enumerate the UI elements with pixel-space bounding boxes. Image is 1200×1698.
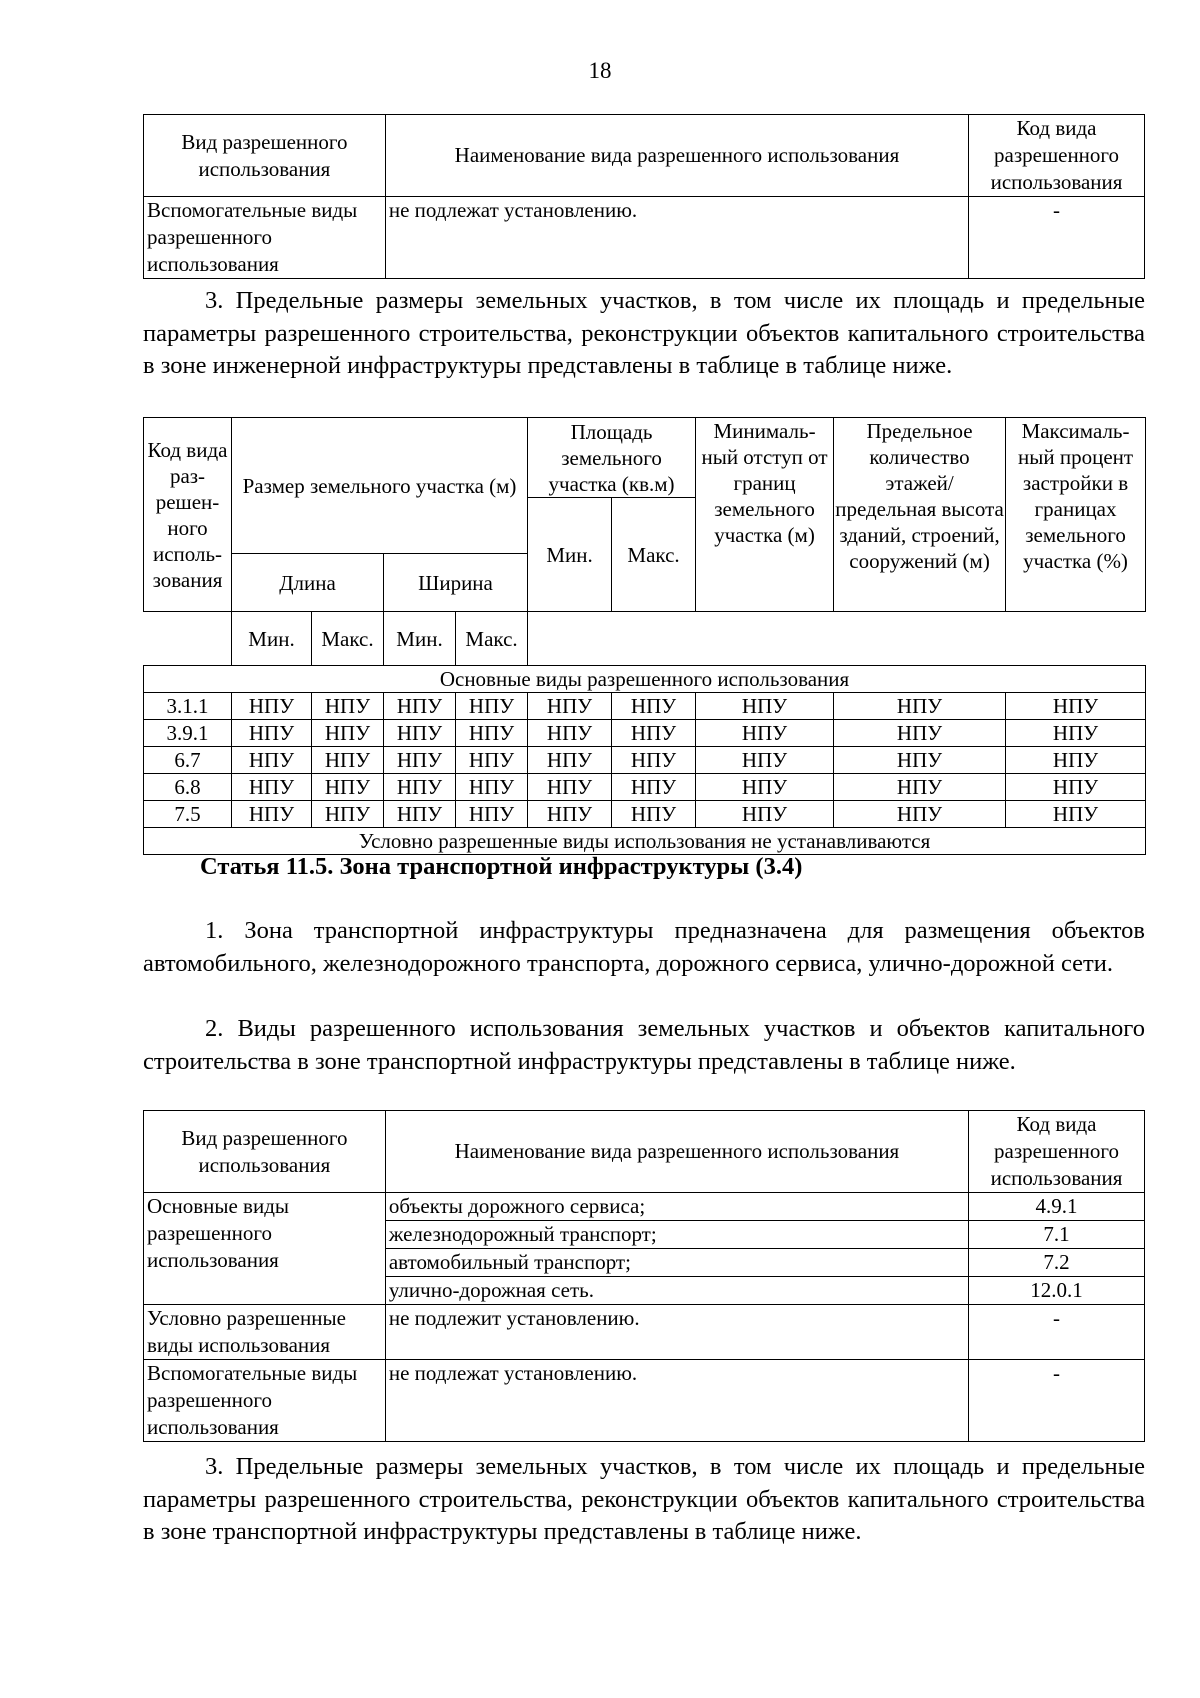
cell-length-max: НПУ xyxy=(312,801,384,828)
table-row xyxy=(144,774,1146,801)
paragraph-use-types: 2. Виды разрешенного использования земельных участков и объектов капитального строительства в зоне транспортной инфраструктуры представлены в таблице ниже. xyxy=(143,1015,1145,1075)
use-code-cell: - xyxy=(969,197,1145,279)
cell-area-max: НПУ xyxy=(612,801,696,828)
permitted-use-table-transport xyxy=(143,1110,1145,1442)
cell-area-max: НПУ xyxy=(612,774,696,801)
header-length-min: Мин. xyxy=(232,612,312,666)
cell-area-max: НПУ xyxy=(612,747,696,774)
limits-table-engineering xyxy=(143,417,1146,855)
use-name-cell: объекты дорожного сервиса; xyxy=(385,1193,968,1221)
use-type-cell: Вспомогательные виды разрешенного использования xyxy=(144,197,386,279)
cell-area-min: НПУ xyxy=(528,693,612,720)
table-row xyxy=(144,801,1146,828)
use-name-cell: не подлежат установлению. xyxy=(385,1360,968,1442)
table-header-row xyxy=(144,115,1145,197)
cell-area-min: НПУ xyxy=(528,801,612,828)
cell-length-min: НПУ xyxy=(232,801,312,828)
cell-area-min: НПУ xyxy=(528,774,612,801)
cell-width-max: НПУ xyxy=(456,747,528,774)
cell-length-max: НПУ xyxy=(312,747,384,774)
row-code: 7.5 xyxy=(144,801,232,828)
cell-percent: НПУ xyxy=(1006,801,1146,828)
header-width-max: Макс. xyxy=(456,612,528,666)
section-main-label: Основные виды разрешенного использования xyxy=(144,666,1146,693)
header-floors: Предельное количество этажей/ предельная высота зданий, строений, сооружений (м) xyxy=(834,418,1006,612)
cell-indent: НПУ xyxy=(696,693,834,720)
cell-area-max: НПУ xyxy=(612,720,696,747)
cell-indent: НПУ xyxy=(696,747,834,774)
conditional-footer: Условно разрешенные виды использования не устанавливаются xyxy=(144,828,1146,855)
paragraph-zone-purpose: 1. Зона транспортной инфраструктуры предназначена для размещения объектов автомобильного, железнодорожного транспорта, дорожного сервиса, улично-дорожной сети. xyxy=(143,917,1145,977)
use-code-cell: - xyxy=(969,1305,1145,1360)
cell-percent: НПУ xyxy=(1006,693,1146,720)
paragraph-limits-transport: 3. Предельные размеры земельных участков, в том числе их площадь и предельные параметры разрешенного строительства, реконструкции объектов капитального строительства в зоне транспортной инфраструктуры представлены в таблице ниже. xyxy=(143,1453,1145,1545)
row-code: 6.8 xyxy=(144,774,232,801)
aux-use-type-cell: Вспомогательные виды разрешенного использования xyxy=(144,1360,386,1442)
main-use-type-cell: Основные виды разрешенного использования xyxy=(144,1193,386,1305)
cell-percent: НПУ xyxy=(1006,720,1146,747)
table-row xyxy=(144,720,1146,747)
cell-length-min: НПУ xyxy=(232,693,312,720)
cell-length-min: НПУ xyxy=(232,774,312,801)
table-row xyxy=(144,1305,1145,1360)
cell-percent: НПУ xyxy=(1006,774,1146,801)
conditional-use-type-cell: Условно разрешенные виды использования xyxy=(144,1305,386,1360)
table-row xyxy=(144,747,1146,774)
header-length-max: Макс. xyxy=(312,612,384,666)
cell-floors: НПУ xyxy=(834,801,1006,828)
header-percent: Максималь-ный процент застройки в границах земельного участка (%) xyxy=(1006,418,1146,612)
header-use-code: Код вида разрешенного использования xyxy=(969,115,1145,197)
table-row xyxy=(144,693,1146,720)
cell-indent: НПУ xyxy=(696,801,834,828)
article-heading: Статья 11.5. Зона транспортной инфраструктуры (3.4) xyxy=(200,853,803,880)
cell-width-max: НПУ xyxy=(456,801,528,828)
table-header-row xyxy=(144,1111,1145,1193)
use-name-cell: не подлежат установлению. xyxy=(385,197,968,279)
cell-floors: НПУ xyxy=(834,774,1006,801)
use-name-cell: не подлежит установлению. xyxy=(385,1305,968,1360)
cell-length-max: НПУ xyxy=(312,774,384,801)
cell-length-min: НПУ xyxy=(232,720,312,747)
header-width-min: Мин. xyxy=(384,612,456,666)
cell-area-max: НПУ xyxy=(612,693,696,720)
cell-area-min: НПУ xyxy=(528,747,612,774)
header-area: Площадь земельного участка (кв.м) xyxy=(528,418,696,498)
section-row-conditional xyxy=(144,828,1146,855)
cell-percent: НПУ xyxy=(1006,747,1146,774)
header-area-max: Макс. xyxy=(612,498,696,612)
use-name-cell: улично-дорожная сеть. xyxy=(385,1277,968,1305)
cell-width-max: НПУ xyxy=(456,693,528,720)
section-row-main xyxy=(144,666,1146,693)
cell-length-max: НПУ xyxy=(312,693,384,720)
header-area-min: Мин. xyxy=(528,498,612,612)
header-use-name: Наименование вида разрешенного использования xyxy=(385,1111,968,1193)
cell-width-min: НПУ xyxy=(384,720,456,747)
cell-width-min: НПУ xyxy=(384,801,456,828)
limits-header-row-1 xyxy=(144,418,1146,498)
permitted-use-table-engineering xyxy=(143,114,1145,279)
cell-indent: НПУ xyxy=(696,720,834,747)
cell-width-max: НПУ xyxy=(456,720,528,747)
table-row xyxy=(144,1360,1145,1442)
use-code-cell: 7.1 xyxy=(969,1221,1145,1249)
use-code-cell: 12.0.1 xyxy=(969,1277,1145,1305)
cell-width-max: НПУ xyxy=(456,774,528,801)
paragraph-limits-engineering: 3. Предельные размеры земельных участков, в том числе их площадь и предельные параметры разрешенного строительства, реконструкции объектов капитального строительства в зоне инженерной инфраструктуры представлены в таблице в таблице ниже. xyxy=(143,287,1145,379)
page-number: 18 xyxy=(588,58,612,83)
row-code: 6.7 xyxy=(144,747,232,774)
cell-width-min: НПУ xyxy=(384,693,456,720)
header-size: Размер земельного участка (м) xyxy=(232,418,528,554)
cell-floors: НПУ xyxy=(834,720,1006,747)
header-code: Код вида раз-решен-ного исполь-зования xyxy=(144,418,232,612)
cell-area-min: НПУ xyxy=(528,720,612,747)
row-code: 3.9.1 xyxy=(144,720,232,747)
header-indent: Минималь-ный отступ от границ земельного участка (м) xyxy=(696,418,834,612)
table-row xyxy=(144,1193,1145,1221)
cell-indent: НПУ xyxy=(696,774,834,801)
limits-header-row-4 xyxy=(144,612,1146,666)
header-length: Длина xyxy=(232,554,384,612)
cell-width-min: НПУ xyxy=(384,747,456,774)
header-use-type: Вид разрешенного использования xyxy=(144,115,386,197)
use-code-cell: 7.2 xyxy=(969,1249,1145,1277)
cell-floors: НПУ xyxy=(834,747,1006,774)
row-code: 3.1.1 xyxy=(144,693,232,720)
cell-length-max: НПУ xyxy=(312,720,384,747)
cell-width-min: НПУ xyxy=(384,774,456,801)
use-name-cell: железнодорожный транспорт; xyxy=(385,1221,968,1249)
cell-floors: НПУ xyxy=(834,693,1006,720)
table-row xyxy=(144,197,1145,279)
header-width: Ширина xyxy=(384,554,528,612)
use-code-cell: - xyxy=(969,1360,1145,1442)
header-use-code: Код вида разрешенного использования xyxy=(969,1111,1145,1193)
use-code-cell: 4.9.1 xyxy=(969,1193,1145,1221)
use-name-cell: автомобильный транспорт; xyxy=(385,1249,968,1277)
header-use-type: Вид разрешенного использования xyxy=(144,1111,386,1193)
header-use-name: Наименование вида разрешенного использования xyxy=(385,115,968,197)
cell-length-min: НПУ xyxy=(232,747,312,774)
